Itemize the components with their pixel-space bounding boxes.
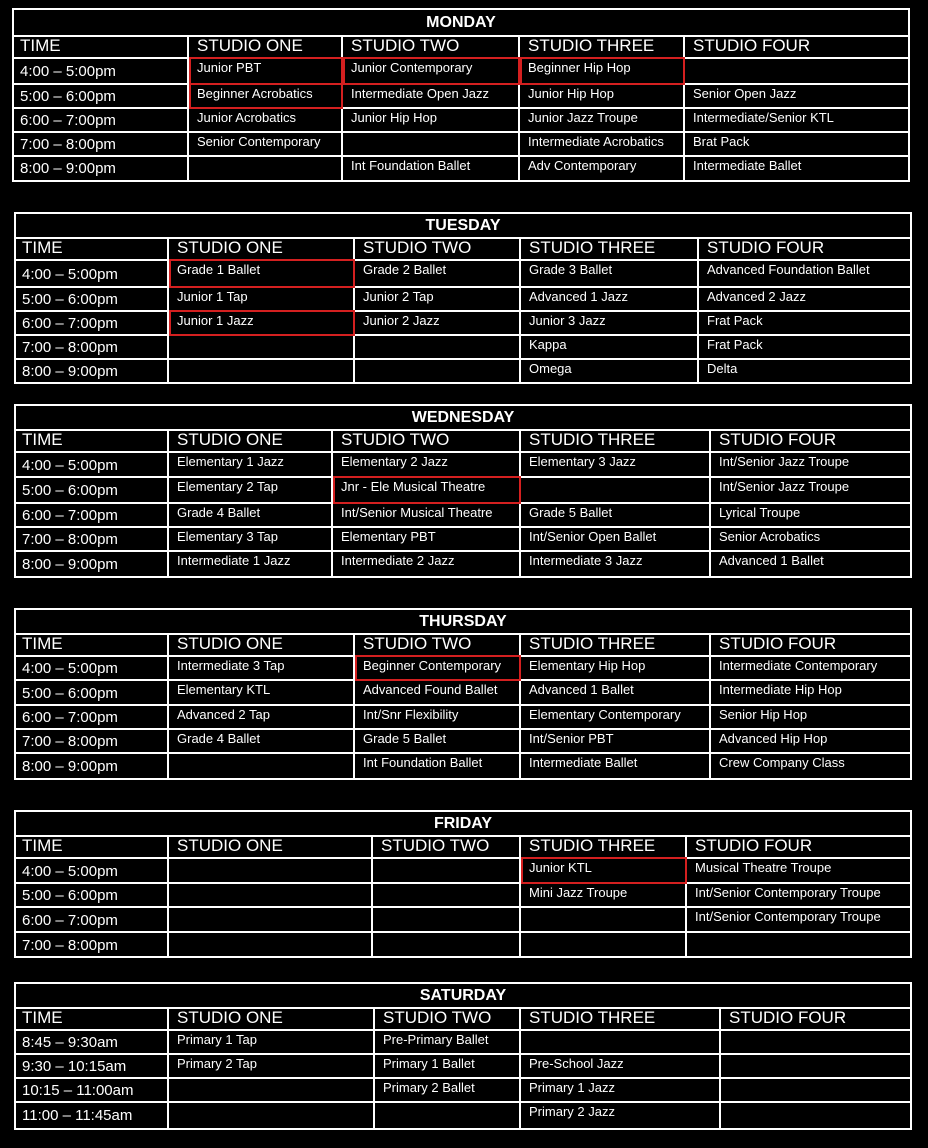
class-cell: Jnr - Ele Musical Theatre xyxy=(333,478,521,504)
class-cell: Primary 2 Tap xyxy=(169,1055,375,1079)
class-cell: Int Foundation Ballet xyxy=(343,157,520,181)
class-cell xyxy=(169,884,373,908)
studio-column-header: STUDIO THREE xyxy=(521,429,711,453)
class-cell: Int/Senior Contemporary Troupe xyxy=(687,908,912,933)
time-slot: 7:00 – 8:00pm xyxy=(12,133,189,157)
studio-column-header: STUDIO FOUR xyxy=(685,35,910,59)
class-cell: Intermediate Ballet xyxy=(521,754,711,780)
class-cell: Junior 1 Tap xyxy=(169,288,355,312)
class-cell: Intermediate Contemporary xyxy=(711,657,912,681)
class-cell xyxy=(355,360,521,384)
class-cell: Junior Contemporary xyxy=(343,59,520,85)
studio-column-header: STUDIO TWO xyxy=(343,35,520,59)
class-cell xyxy=(169,859,373,884)
class-cell: Grade 2 Ballet xyxy=(355,261,521,288)
class-cell xyxy=(169,1103,375,1128)
class-cell: Elementary PBT xyxy=(333,528,521,552)
class-cell: Junior 2 Tap xyxy=(355,288,521,312)
class-cell: Intermediate 3 Tap xyxy=(169,657,355,681)
time-slot: 4:00 – 5:00pm xyxy=(14,657,169,681)
class-cell: Crew Company Class xyxy=(719,755,845,770)
day-title: MONDAY xyxy=(14,10,908,37)
studio-column-header: STUDIO THREE xyxy=(521,835,687,859)
time-slot: 5:00 – 6:00pm xyxy=(14,681,169,706)
class-cell: Junior Jazz Troupe xyxy=(520,109,685,133)
class-cell: Junior 2 Jazz xyxy=(355,312,521,336)
class-cell xyxy=(169,933,373,958)
time-slot: 10:15 – 11:00am xyxy=(14,1079,169,1103)
time-slot: 6:00 – 7:00pm xyxy=(14,706,169,730)
class-cell: Intermediate 2 Jazz xyxy=(333,552,521,578)
class-cell: Intermediate 3 Jazz xyxy=(521,552,711,578)
time-slot: 9:30 – 10:15am xyxy=(14,1055,169,1079)
time-slot: 5:00 – 6:00pm xyxy=(12,85,189,109)
studio-column-header: STUDIO THREE xyxy=(520,35,685,59)
class-cell: Junior KTL xyxy=(521,859,687,884)
class-cell: Mini Jazz Troupe xyxy=(521,884,687,908)
class-cell: Senior Acrobatics xyxy=(711,528,912,552)
class-cell: Advanced 2 Jazz xyxy=(699,288,912,312)
day-table-monday xyxy=(12,8,910,182)
class-cell: Pre-Primary Ballet xyxy=(375,1031,521,1055)
time-slot: 7:00 – 8:00pm xyxy=(14,336,169,360)
class-cell: Intermediate Ballet xyxy=(693,158,802,173)
class-cell xyxy=(685,59,910,85)
class-cell: Grade 4 Ballet xyxy=(169,504,333,528)
studio-column-header: STUDIO TWO xyxy=(375,1007,521,1031)
class-cell: Grade 5 Ballet xyxy=(521,504,711,528)
time-column-header: TIME xyxy=(14,429,169,453)
class-cell: Senior Open Jazz xyxy=(685,85,910,109)
day-title: TUESDAY xyxy=(16,214,910,239)
class-cell: Grade 1 Ballet xyxy=(169,261,355,288)
time-slot: 6:00 – 7:00pm xyxy=(14,312,169,336)
studio-column-header: STUDIO ONE xyxy=(189,35,343,59)
class-cell: Primary 1 Tap xyxy=(169,1031,375,1055)
class-cell: Grade 3 Ballet xyxy=(521,261,699,288)
time-slot: 5:00 – 6:00pm xyxy=(14,478,169,504)
time-slot: 5:00 – 6:00pm xyxy=(14,884,169,908)
class-cell xyxy=(521,908,687,933)
day-table-tuesday xyxy=(14,212,912,384)
class-cell: Elementary 2 Tap xyxy=(169,478,333,504)
class-cell: Musical Theatre Troupe xyxy=(687,859,912,884)
class-cell: Frat Pack xyxy=(699,336,912,360)
day-table-saturday xyxy=(14,982,912,1130)
class-cell: Junior Hip Hop xyxy=(520,85,685,109)
class-cell: Intermediate/Senior KTL xyxy=(685,109,910,133)
class-cell: Int/Senior PBT xyxy=(521,730,711,754)
class-cell: Adv Contemporary xyxy=(520,157,685,181)
studio-column-header: STUDIO TWO xyxy=(355,633,521,657)
time-slot: 4:00 – 5:00pm xyxy=(12,59,189,85)
class-cell: Advanced 1 Ballet xyxy=(719,553,824,568)
class-cell: Elementary 3 Tap xyxy=(169,528,333,552)
studio-column-header: STUDIO FOUR xyxy=(687,835,912,859)
class-cell: Brat Pack xyxy=(685,133,910,157)
class-cell: Elementary 2 Jazz xyxy=(333,453,521,478)
class-cell: Elementary 3 Jazz xyxy=(521,453,711,478)
class-cell: Elementary KTL xyxy=(169,681,355,706)
class-cell: Intermediate Hip Hop xyxy=(711,681,912,706)
studio-column-header: STUDIO FOUR xyxy=(711,633,912,657)
studio-column-header: STUDIO TWO xyxy=(333,429,521,453)
studio-column-header: STUDIO TWO xyxy=(355,237,521,261)
class-cell xyxy=(169,360,355,384)
class-cell xyxy=(521,933,687,958)
class-cell: Primary 2 Jazz xyxy=(521,1103,721,1128)
class-cell: Junior 1 Jazz xyxy=(169,312,355,336)
class-cell: Omega xyxy=(521,360,699,384)
class-cell: Intermediate Open Jazz xyxy=(343,85,520,109)
time-slot: 7:00 – 8:00pm xyxy=(14,730,169,754)
class-cell xyxy=(521,1031,721,1055)
class-cell xyxy=(169,908,373,933)
class-cell xyxy=(189,157,343,181)
class-cell: Delta xyxy=(707,361,738,376)
class-cell: Primary 2 Ballet xyxy=(375,1079,521,1103)
class-cell xyxy=(721,1103,912,1128)
class-cell: Int/Senior Contemporary Troupe xyxy=(687,884,912,908)
class-cell xyxy=(687,933,912,958)
class-cell: Beginner Hip Hop xyxy=(520,59,685,85)
studio-column-header: STUDIO THREE xyxy=(521,237,699,261)
time-slot: 7:00 – 8:00pm xyxy=(14,933,169,958)
time-column-header: TIME xyxy=(14,1007,169,1031)
studio-column-header: STUDIO FOUR xyxy=(711,429,912,453)
day-title: SATURDAY xyxy=(16,984,910,1009)
time-slot: 8:00 – 9:00pm xyxy=(14,552,169,578)
time-slot: 4:00 – 5:00pm xyxy=(14,859,169,884)
class-cell: Int Foundation Ballet xyxy=(355,754,521,780)
class-cell: Elementary Hip Hop xyxy=(521,657,711,681)
class-cell: Junior Hip Hop xyxy=(343,109,520,133)
time-column-header: TIME xyxy=(14,237,169,261)
class-cell xyxy=(721,1055,912,1079)
time-slot: 8:00 – 9:00pm xyxy=(14,360,169,384)
class-cell: Grade 5 Ballet xyxy=(355,730,521,754)
studio-column-header: STUDIO ONE xyxy=(169,429,333,453)
class-cell xyxy=(355,336,521,360)
class-cell xyxy=(169,1079,375,1103)
day-table-wednesday xyxy=(14,404,912,578)
class-cell xyxy=(169,754,355,780)
class-cell: Primary 1 Jazz xyxy=(521,1079,721,1103)
class-cell xyxy=(721,1079,912,1103)
studio-column-header: STUDIO ONE xyxy=(169,237,355,261)
class-cell xyxy=(373,884,521,908)
class-cell: Int/Senior Open Ballet xyxy=(521,528,711,552)
class-cell xyxy=(169,336,355,360)
class-cell: Beginner Contemporary xyxy=(355,657,521,681)
class-cell: Int/Senior Jazz Troupe xyxy=(711,453,912,478)
class-cell: Elementary 1 Jazz xyxy=(169,453,333,478)
time-slot: 5:00 – 6:00pm xyxy=(14,288,169,312)
time-slot: 4:00 – 5:00pm xyxy=(14,261,169,288)
studio-column-header: STUDIO FOUR xyxy=(721,1007,912,1031)
studio-column-header: STUDIO THREE xyxy=(521,1007,721,1031)
studio-column-header: STUDIO ONE xyxy=(169,633,355,657)
time-slot: 6:00 – 7:00pm xyxy=(12,109,189,133)
time-column-header: TIME xyxy=(12,35,189,59)
class-cell: Int/Senior Musical Theatre xyxy=(333,504,521,528)
time-slot: 11:00 – 11:45am xyxy=(14,1103,169,1128)
class-cell: Advanced Hip Hop xyxy=(711,730,912,754)
studio-column-header: STUDIO ONE xyxy=(169,1007,375,1031)
time-slot: 8:45 – 9:30am xyxy=(14,1031,169,1055)
class-cell: Primary 1 Ballet xyxy=(375,1055,521,1079)
class-cell: Advanced Foundation Ballet xyxy=(699,261,912,288)
class-cell xyxy=(721,1031,912,1055)
class-cell: Senior Contemporary xyxy=(189,133,343,157)
class-cell: Beginner Acrobatics xyxy=(189,85,343,109)
time-slot: 8:00 – 9:00pm xyxy=(12,157,189,181)
day-table-thursday xyxy=(14,608,912,780)
studio-column-header: STUDIO ONE xyxy=(169,835,373,859)
class-cell xyxy=(375,1103,521,1128)
class-cell: Junior 3 Jazz xyxy=(521,312,699,336)
class-cell: Advanced 1 Jazz xyxy=(521,288,699,312)
class-cell xyxy=(373,933,521,958)
time-slot: 6:00 – 7:00pm xyxy=(14,908,169,933)
class-cell: Senior Hip Hop xyxy=(711,706,912,730)
time-slot: 4:00 – 5:00pm xyxy=(14,453,169,478)
class-cell: Int/Snr Flexibility xyxy=(355,706,521,730)
class-cell xyxy=(373,908,521,933)
class-cell: Intermediate 1 Jazz xyxy=(169,552,333,578)
class-cell xyxy=(343,133,520,157)
time-slot: 8:00 – 9:00pm xyxy=(14,754,169,780)
class-cell xyxy=(521,478,711,504)
class-cell: Intermediate Acrobatics xyxy=(520,133,685,157)
class-cell: Advanced 2 Tap xyxy=(169,706,355,730)
studio-column-header: STUDIO FOUR xyxy=(699,237,912,261)
class-cell: Lyrical Troupe xyxy=(711,504,912,528)
day-title: WEDNESDAY xyxy=(16,406,910,431)
class-cell: Elementary Contemporary xyxy=(521,706,711,730)
class-cell: Kappa xyxy=(521,336,699,360)
class-cell: Advanced 1 Ballet xyxy=(521,681,711,706)
time-column-header: TIME xyxy=(14,633,169,657)
class-cell: Pre-School Jazz xyxy=(521,1055,721,1079)
day-table-friday xyxy=(14,810,912,958)
day-title: FRIDAY xyxy=(16,812,910,837)
class-cell: Frat Pack xyxy=(699,312,912,336)
time-slot: 7:00 – 8:00pm xyxy=(14,528,169,552)
time-slot: 6:00 – 7:00pm xyxy=(14,504,169,528)
class-cell xyxy=(373,859,521,884)
class-cell: Int/Senior Jazz Troupe xyxy=(711,478,912,504)
day-title: THURSDAY xyxy=(16,610,910,635)
class-cell: Advanced Found Ballet xyxy=(355,681,521,706)
class-cell: Junior PBT xyxy=(189,59,343,85)
class-cell: Junior Acrobatics xyxy=(189,109,343,133)
class-cell: Grade 4 Ballet xyxy=(169,730,355,754)
time-column-header: TIME xyxy=(14,835,169,859)
studio-column-header: STUDIO THREE xyxy=(521,633,711,657)
studio-column-header: STUDIO TWO xyxy=(373,835,521,859)
